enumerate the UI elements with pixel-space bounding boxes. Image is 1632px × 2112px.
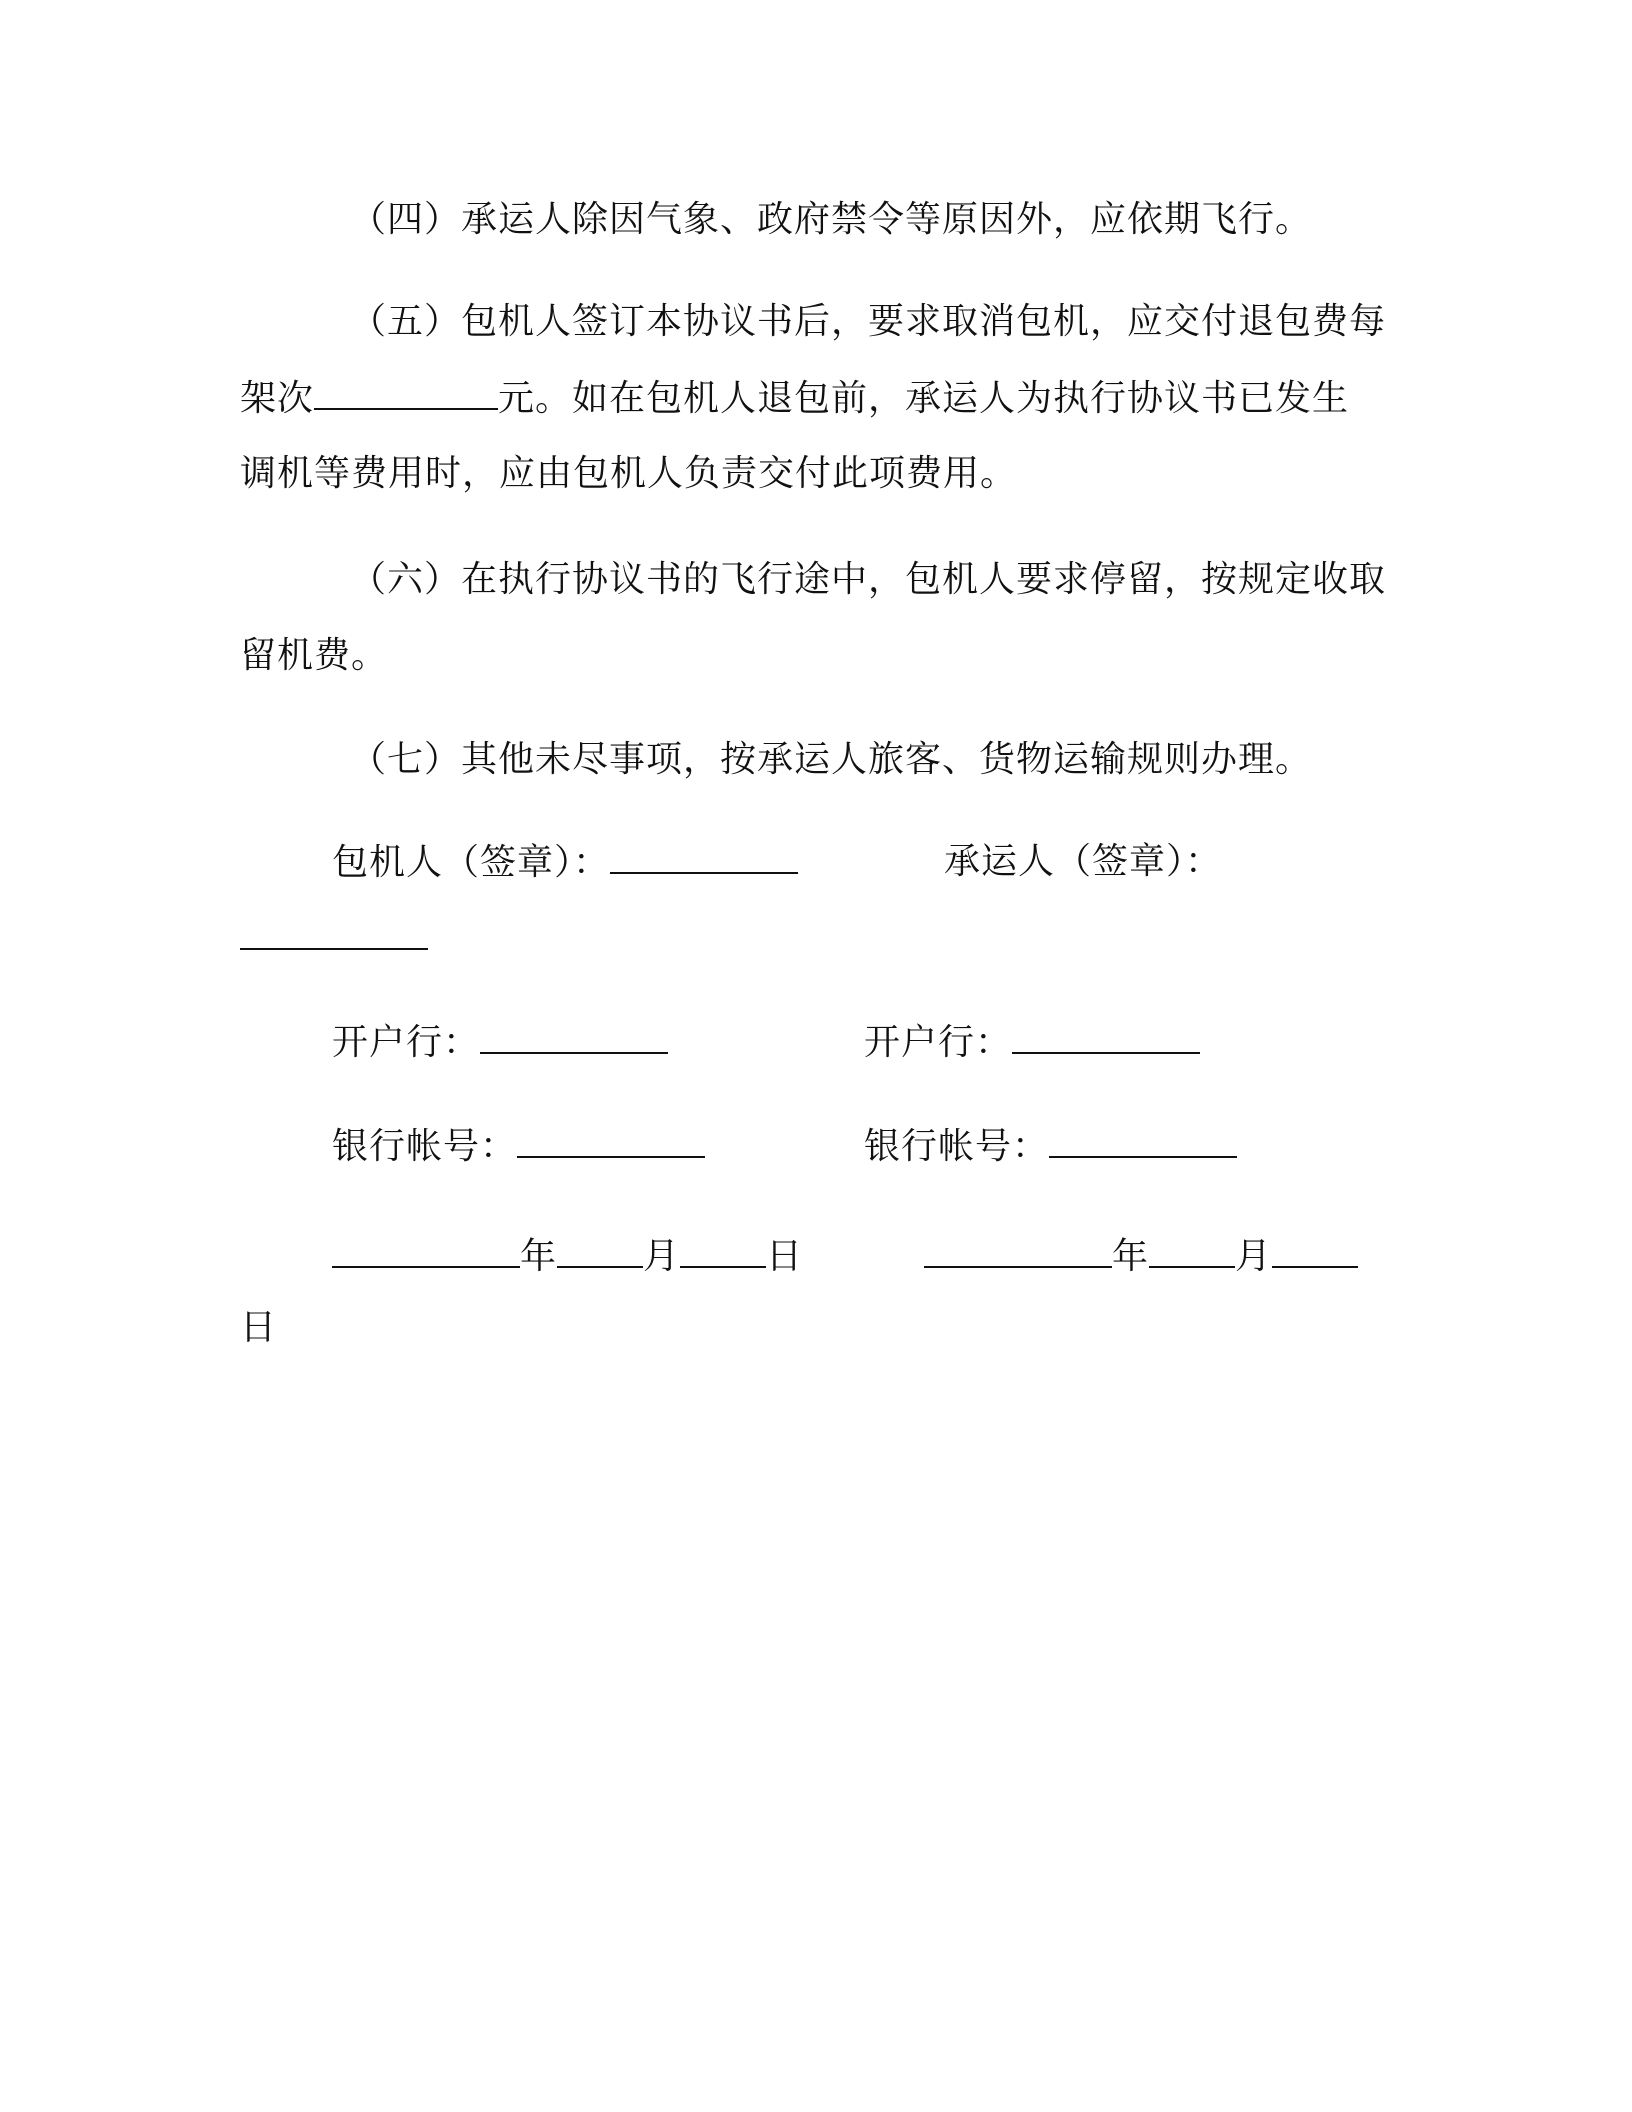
clause-six-line2: 留机费。 [240,635,389,676]
charterer-account-label: 银行帐号： [332,1126,518,1167]
carrier-date-wrap [240,1304,277,1352]
carrier-signature-blank[interactable] [240,914,428,950]
clause-five-suffix: 元。如在包机人退包前，承运人为执行协议书已发生 [498,378,1350,419]
charterer-day-blank[interactable] [680,1232,766,1268]
carrier-date [924,1232,1358,1281]
carrier-day-blank[interactable] [1272,1232,1358,1268]
carrier-signature-wrap [240,914,428,963]
charterer-month-label: 月 [643,1236,681,1277]
charterer-bank-label: 开户行： [332,1022,481,1063]
clause-five-prefix: 架次 [240,378,315,419]
clause-five-line2 [240,374,1349,423]
charterer-label: 包机人（签章）： [332,842,611,883]
clause-seven: （七）其他未尽事项，按承运人旅客、货物运输规则办理。 [350,739,1313,780]
charterer-bank [332,1018,668,1067]
carrier-year-blank[interactable] [924,1232,1112,1268]
clause-five-line3: 调机等费用时，应由包机人负责交付此项费用。 [240,453,1018,494]
carrier-bank [864,1018,1200,1067]
carrier-day-label: 日 [240,1307,278,1348]
carrier-year-label: 年 [1112,1236,1150,1277]
carrier-bank-label: 开户行： [864,1022,1013,1063]
charterer-day-label: 日 [766,1236,804,1277]
charterer-month-blank[interactable] [557,1232,643,1268]
carrier-bank-blank[interactable] [1012,1018,1200,1054]
carrier-month-label: 月 [1235,1236,1273,1277]
fee-blank[interactable] [314,374,498,410]
clause-five-line1: （五）包机人签订本协议书后，要求取消包机，应交付退包费每 [350,301,1387,342]
carrier-account-blank[interactable] [1049,1122,1237,1158]
clause-four: （四）承运人除因气象、政府禁令等原因外，应依期飞行。 [350,199,1313,240]
charterer-signature [332,838,798,887]
carrier-label: 承运人（签章）： [944,841,1223,882]
carrier-signature [944,838,1222,886]
charterer-date [332,1232,803,1281]
charterer-account-blank[interactable] [517,1122,705,1158]
charterer-year-blank[interactable] [332,1232,520,1268]
charterer-account [332,1122,705,1171]
clause-six-line1: （六）在执行协议书的飞行途中，包机人要求停留，按规定收取 [350,559,1387,600]
carrier-month-blank[interactable] [1149,1232,1235,1268]
carrier-account-label: 银行帐号： [864,1126,1050,1167]
charterer-signature-blank[interactable] [610,838,798,874]
carrier-account [864,1122,1237,1171]
charterer-bank-blank[interactable] [480,1018,668,1054]
charterer-year-label: 年 [520,1236,558,1277]
